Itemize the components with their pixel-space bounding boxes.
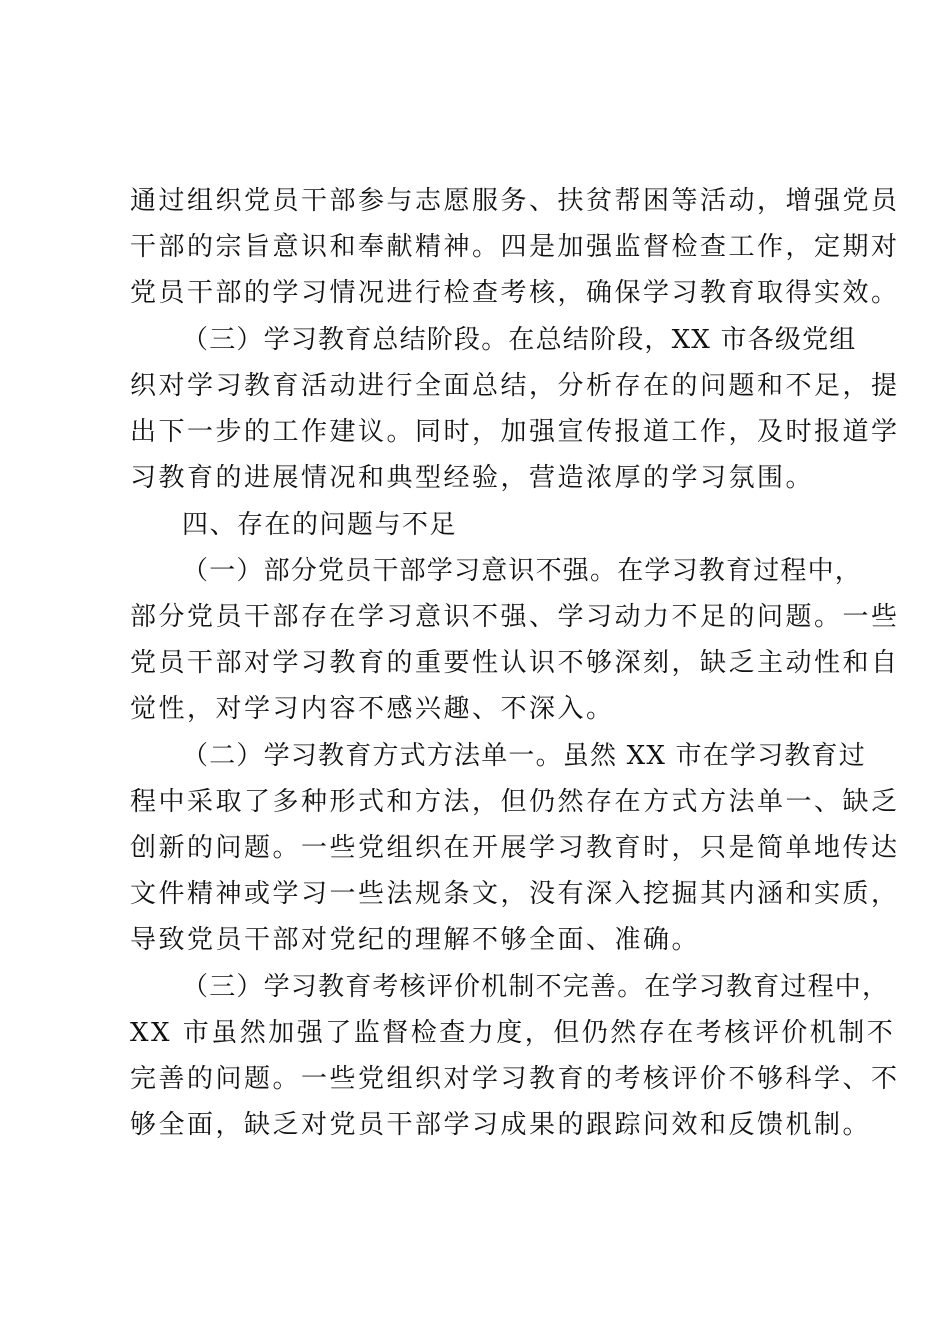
- body-line: 党员干部对学习教育的重要性认识不够深刻，缺乏主动性和自: [130, 648, 900, 678]
- body-line: 通过组织党员干部参与志愿服务、扶贫帮困等活动，增强党员: [130, 186, 900, 216]
- section-heading: 四、存在的问题与不足: [182, 510, 458, 540]
- body-line: 程中采取了多种形式和方法，但仍然存在方式方法单一、缺乏: [130, 787, 900, 817]
- body-line: XX 市虽然加强了监督检查力度，但仍然存在考核评价机制不: [130, 1018, 896, 1048]
- paragraph-start-line: （一）部分党员干部学习意识不强。在学习教育过程中，: [182, 556, 863, 586]
- body-line: 出下一步的工作建议。同时，加强宣传报道工作，及时报道学: [130, 417, 900, 447]
- body-line: 织对学习教育活动进行全面总结，分析存在的问题和不足，提: [130, 371, 900, 401]
- body-line: 创新的问题。一些党组织在开展学习教育时，只是简单地传达: [130, 833, 900, 863]
- body-line: 党员干部的学习情况进行检查考核，确保学习教育取得实效。: [130, 278, 900, 308]
- body-line: 文件精神或学习一些法规条文，没有深入挖掘其内涵和实质，: [130, 879, 900, 909]
- body-line: 导致党员干部对党纪的理解不够全面、准确。: [130, 925, 701, 955]
- paragraph-start-line: （二）学习教育方式方法单一。虽然 XX 市在学习教育过: [182, 741, 866, 771]
- paragraph-start-line: （三）学习教育总结阶段。在总结阶段，XX 市各级党组: [182, 325, 857, 355]
- body-line: 完善的问题。一些党组织对学习教育的考核评价不够科学、不: [130, 1064, 900, 1094]
- body-line: 觉性，对学习内容不感兴趣、不深入。: [130, 694, 615, 724]
- body-line: 部分党员干部存在学习意识不强、学习动力不足的问题。一些: [130, 602, 900, 632]
- body-line: 干部的宗旨意识和奉献精神。四是加强监督检查工作，定期对: [130, 232, 900, 262]
- body-line: 够全面，缺乏对党员干部学习成果的跟踪问效和反馈机制。: [130, 1110, 872, 1140]
- paragraph-start-line: （三）学习教育考核评价机制不完善。在学习教育过程中，: [182, 972, 890, 1002]
- body-line: 习教育的进展情况和典型经验，营造浓厚的学习氛围。: [130, 463, 815, 493]
